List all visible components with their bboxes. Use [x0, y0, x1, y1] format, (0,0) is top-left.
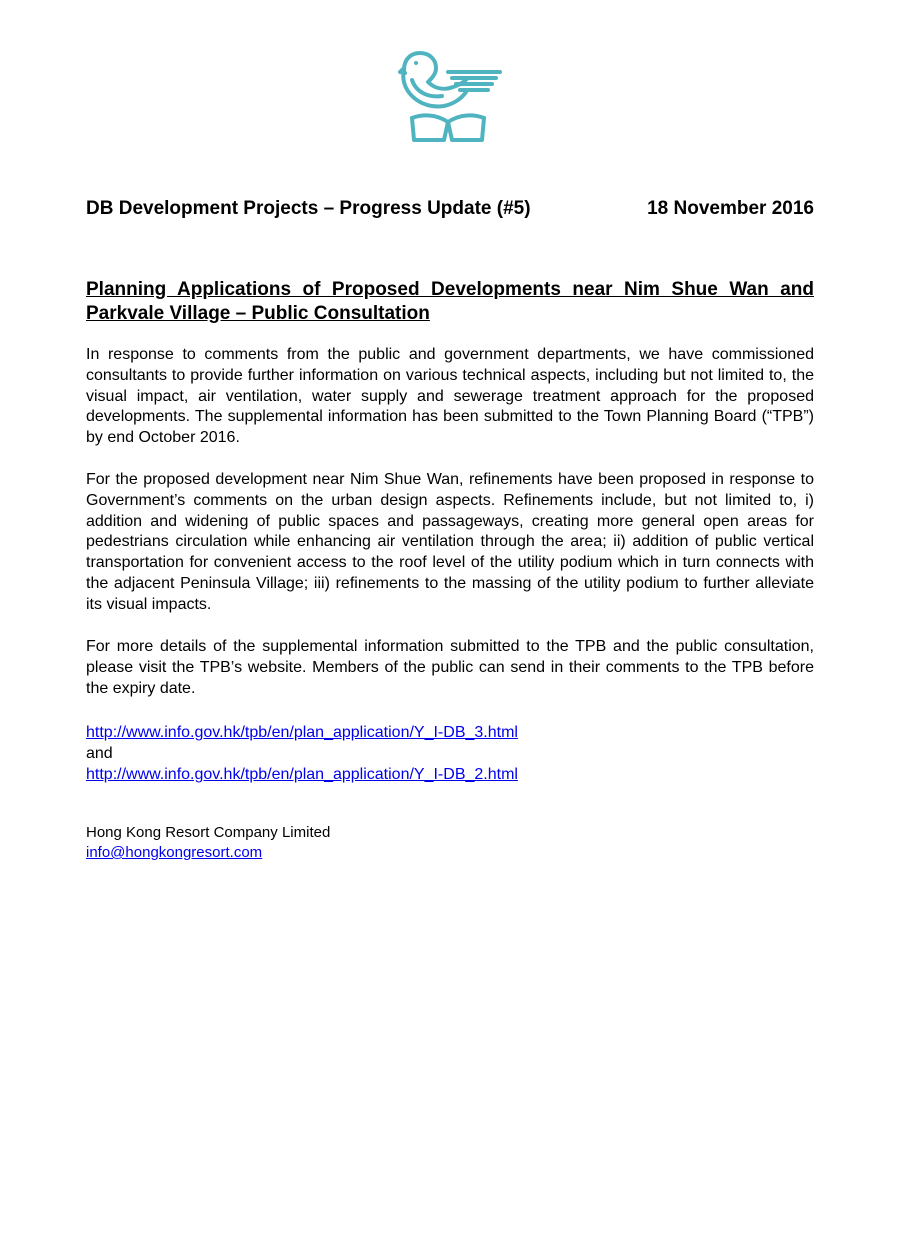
tpb-link-db2[interactable]: http://www.info.gov.hk/tpb/en/plan_application/Y_I-DB_2.html	[86, 766, 518, 783]
paragraph-refinements: For the proposed development near Nim Shue Wan, refinements have been proposed in response to Government’s comments on the urban design aspects. Refinements include, but not limited to, i) addition and widening of public spaces and passageways, creating more general open areas for pedestrians circulation while enhancing air ventilation through the area; ii) addition of public vertical transportation for convenient access to the roof level of the utility podium which in turn connects with the adjacent Peninsula Village; iii) refinements to the massing of the utility podium to further alleviate its visual impacts.	[86, 471, 814, 613]
tpb-links	[86, 722, 814, 785]
link-connector: and	[86, 745, 113, 762]
company-logo	[398, 48, 504, 146]
contact-email-link[interactable]: info@hongkongresort.com	[86, 844, 263, 861]
footer	[86, 823, 330, 863]
section-heading: Planning Applications of Proposed Developments near Nim Shue Wan and Parkvale Village – Public Consultation	[86, 279, 814, 324]
company-name: Hong Kong Resort Company Limited	[86, 824, 331, 841]
document-date: 18 November 2016	[647, 198, 814, 219]
paragraph-response: In response to comments from the public and government departments, we have commissioned consultants to provide further information on various technical aspects, including but not limited to, the visual impact, air ventilation, water supply and sewerage treatment approach for the proposed developments. The supplemental information has been submitted to the Town Planning Board (“TPB”) by end October 2016.	[86, 346, 814, 447]
bird-on-book-logo-icon	[398, 48, 504, 146]
paragraph-more-details: For more details of the supplemental information submitted to the TPB and the public consultation, please visit the TPB’s website. Members of the public can send in their comments to the TPB before the expiry date.	[86, 638, 814, 697]
document-title: DB Development Projects – Progress Update (#5)	[86, 198, 531, 219]
document-header	[86, 197, 814, 221]
tpb-link-db3[interactable]: http://www.info.gov.hk/tpb/en/plan_application/Y_I-DB_3.html	[86, 724, 518, 741]
